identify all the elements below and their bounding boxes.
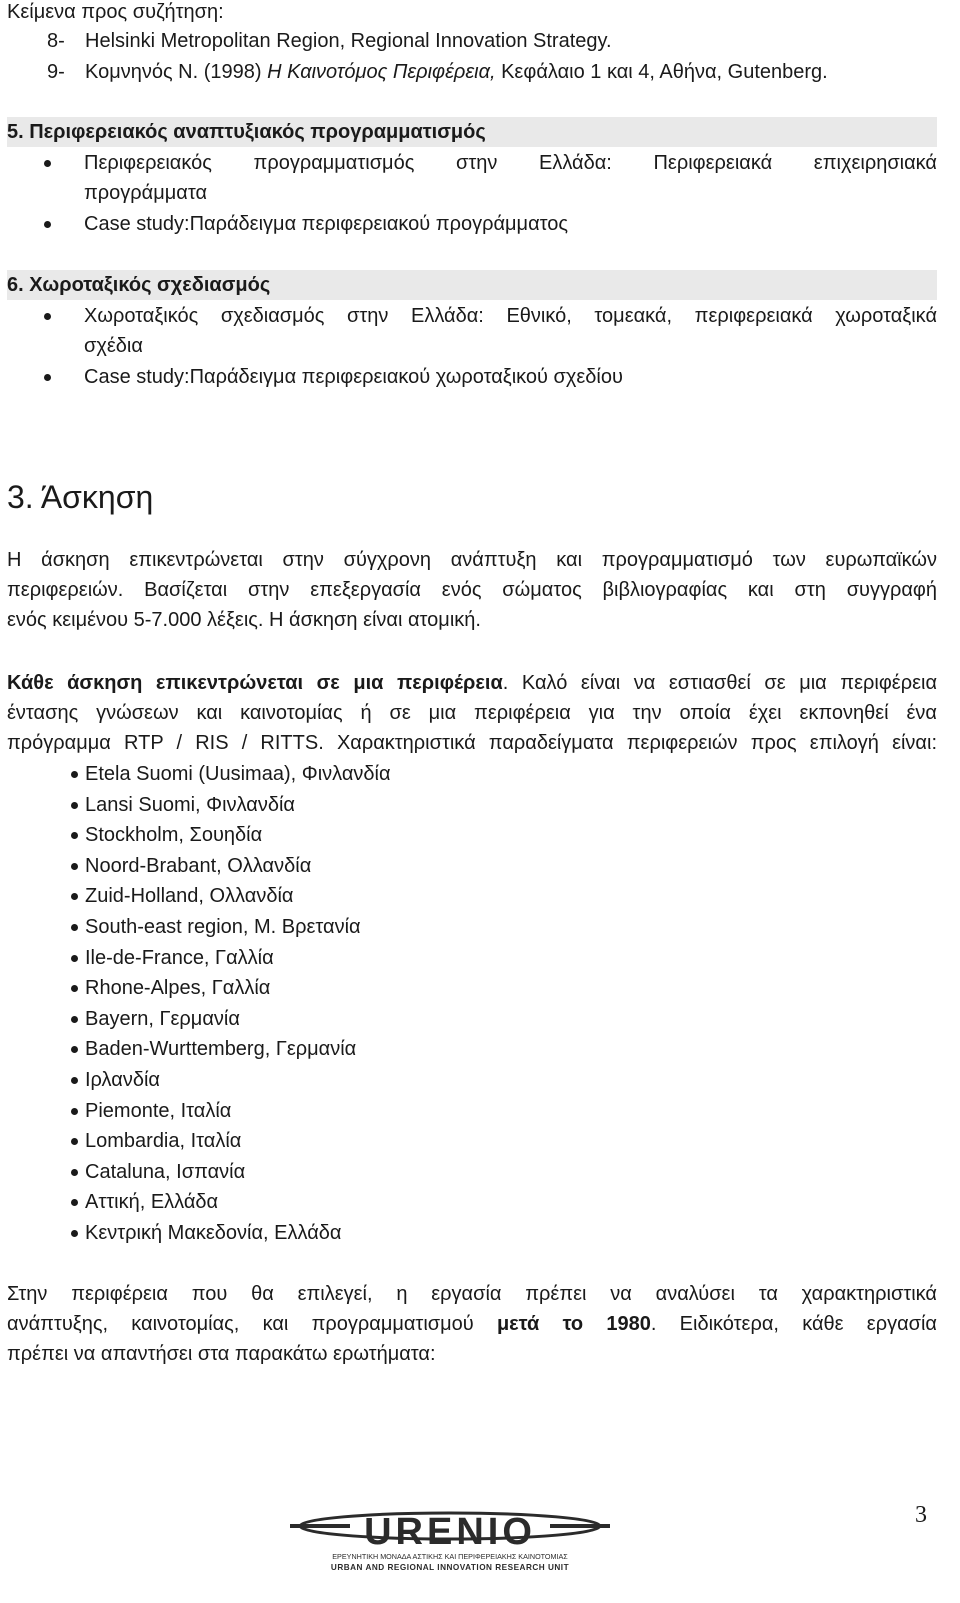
logo-english-caption: URBAN AND REGIONAL INNOVATION RESEARCH UNIT (330, 1563, 570, 1572)
bullet-icon (71, 832, 78, 839)
region-name: Cataluna, Ισπανία (85, 1160, 246, 1183)
list-item-text-continued: σχέδια (84, 335, 143, 357)
logo-stripe-icon (550, 1524, 610, 1528)
list-item-text: Περιφερειακός προγραμματισμός στην Ελλάδα: Περιφερειακά επιχειρησιακά (84, 152, 937, 174)
region-name: Lansi Suomi, Φινλανδία (85, 793, 295, 816)
focus-emphasis: Κάθε άσκηση επικεντρώνεται σε μια περιφέρεια (7, 672, 503, 694)
references-heading: Κείμενα προς συζήτηση: (7, 1, 224, 23)
bullet-icon (71, 1230, 78, 1237)
region-name: Κεντρική Μακεδονία, Ελλάδα (85, 1222, 342, 1244)
exercise-intro-paragraph (7, 545, 937, 635)
bullet-icon (44, 374, 51, 381)
region-name: Piemonte, Ιταλία (85, 1099, 232, 1122)
exercise-heading: 3. Άσκηση (7, 479, 154, 515)
bullet-icon (71, 955, 78, 962)
focus-text: . Καλό είναι να εστιασθεί σε μια περιφέρεια (502, 672, 938, 694)
bullet-icon (71, 1016, 78, 1023)
region-name: South-east region, Μ. Βρετανία (85, 916, 361, 938)
bullet-icon (71, 771, 78, 778)
list-item-text-continued: προγράμματα (84, 182, 208, 204)
section-5-heading: 5. Περιφερειακός αναπτυξιακός προγραμματισμός (7, 117, 937, 147)
paragraph-line: πρόγραμμα RTP / RIS / RITTS. Χαρακτηριστικά παραδείγματα περιφερειών προς επιλογή είναι: (7, 732, 937, 754)
reference-item (47, 57, 828, 87)
bullet-icon (44, 313, 51, 320)
logo-greek-caption: ΕΡΕΥΝΗΤΙΚΗ ΜΟΝΑΔΑ ΑΣΤΙΚΗΣ ΚΑΙ ΠΕΡΙΦΕΡΕΙΑΚΗΣ ΚΑΙΝΟΤΟΜΙΑΣ (332, 1552, 568, 1561)
paragraph-line: ενός κειμένου 5-7.000 λέξεις. Η άσκηση είναι ατομική. (7, 609, 481, 631)
region-name: Lombardia, Ιταλία (85, 1130, 242, 1153)
paragraph-line: Στην περιφέρεια που θα επιλεγεί, η εργασία πρέπει να αναλύσει τα χαρακτηριστικά (7, 1283, 937, 1305)
region-name: Baden-Wurttemberg, Γερμανία (85, 1038, 357, 1061)
reference-number: 9- (47, 61, 65, 83)
section-6-heading: 6. Χωροταξικός σχεδιασμός (7, 270, 937, 300)
bullet-icon (71, 924, 78, 931)
list-item (7, 362, 937, 392)
logo-wordmark: URENIO (364, 1511, 536, 1553)
bullet-icon (44, 221, 51, 228)
reference-item (47, 26, 612, 56)
bullet-icon (71, 1077, 78, 1084)
region-name: Rhone-Alpes, Γαλλία (85, 977, 271, 1000)
region-name: Stockholm, Σουηδία (85, 824, 263, 847)
list-item (7, 301, 937, 361)
reference-text: Helsinki Metropolitan Region, Regional Innovation Strategy. (85, 30, 612, 52)
list-item-text: Case study:Παράδειγμα περιφερειακού χωροταξικού σχεδίου (84, 366, 623, 388)
exercise-focus-paragraph (7, 668, 937, 758)
paragraph-line: πρέπει να απαντήσει στα παρακάτω ερωτήματα: (7, 1343, 436, 1365)
reference-book-title: Η Καινοτόμος Περιφέρεια, (267, 61, 496, 83)
list-item (7, 148, 937, 208)
bullet-icon (71, 1108, 78, 1115)
bullet-icon (71, 1199, 78, 1206)
paragraph-line: περιφερειών. Βασίζεται στην επεξεργασία ενός σώματος βιβλιογραφίας και στη συγγραφή (7, 579, 937, 601)
page-number: 3 (915, 1502, 927, 1528)
closing-text-post: . Ειδικότερα, κάθε εργασία (650, 1313, 937, 1335)
bullet-icon (71, 802, 78, 809)
paragraph-line: Η άσκηση επικεντρώνεται στην σύγχρονη ανάπτυξη και προγραμματισμό των ευρωπαϊκών (7, 549, 937, 571)
reference-number: 8- (47, 30, 65, 52)
region-name: Bayern, Γερμανία (85, 1007, 240, 1030)
bullet-icon (71, 863, 78, 870)
closing-text-pre: ανάπτυξης, καινοτομίας, και προγραμματισμού (7, 1313, 497, 1335)
urenio-logo (285, 1504, 615, 1594)
logo-stripe-icon (290, 1524, 350, 1528)
bullet-icon (71, 985, 78, 992)
list-item-text: Χωροταξικός σχεδιασμός στην Ελλάδα: Εθνικό, τομεακά, περιφερειακά χωροταξικά (84, 305, 937, 327)
reference-text-post: Κεφάλαιο 1 και 4, Αθήνα, Gutenberg. (495, 61, 828, 83)
list-item-text: Case study:Παράδειγμα περιφερειακού προγράμματος (84, 213, 569, 235)
bullet-icon (71, 1046, 78, 1053)
region-name: Ιρλανδία (85, 1069, 160, 1091)
paragraph-line (7, 1309, 937, 1339)
reference-text-pre: Κομνηνός Ν. (1998) (85, 61, 268, 83)
bullet-icon (44, 160, 51, 167)
region-name: Ile-de-France, Γαλλία (85, 946, 274, 969)
region-name: Noord-Brabant, Ολλανδία (85, 854, 312, 877)
list-item (7, 209, 937, 239)
region-name: Αττική, Ελλάδα (85, 1191, 219, 1214)
region-name: Zuid-Holland, Ολλανδία (85, 885, 294, 908)
closing-emphasis: μετά το 1980 (496, 1313, 651, 1335)
bullet-icon (71, 1169, 78, 1176)
paragraph-line: έντασης γνώσεων και καινοτομίας ή σε μια περιφέρεια για την οποία έχει εκπονηθεί ένα (7, 702, 937, 724)
paragraph-line (7, 668, 937, 698)
region-name: Etela Suomi (Uusimaa), Φινλανδία (85, 763, 391, 785)
bullet-icon (71, 1138, 78, 1145)
exercise-closing-paragraph (7, 1279, 937, 1369)
bullet-icon (71, 893, 78, 900)
